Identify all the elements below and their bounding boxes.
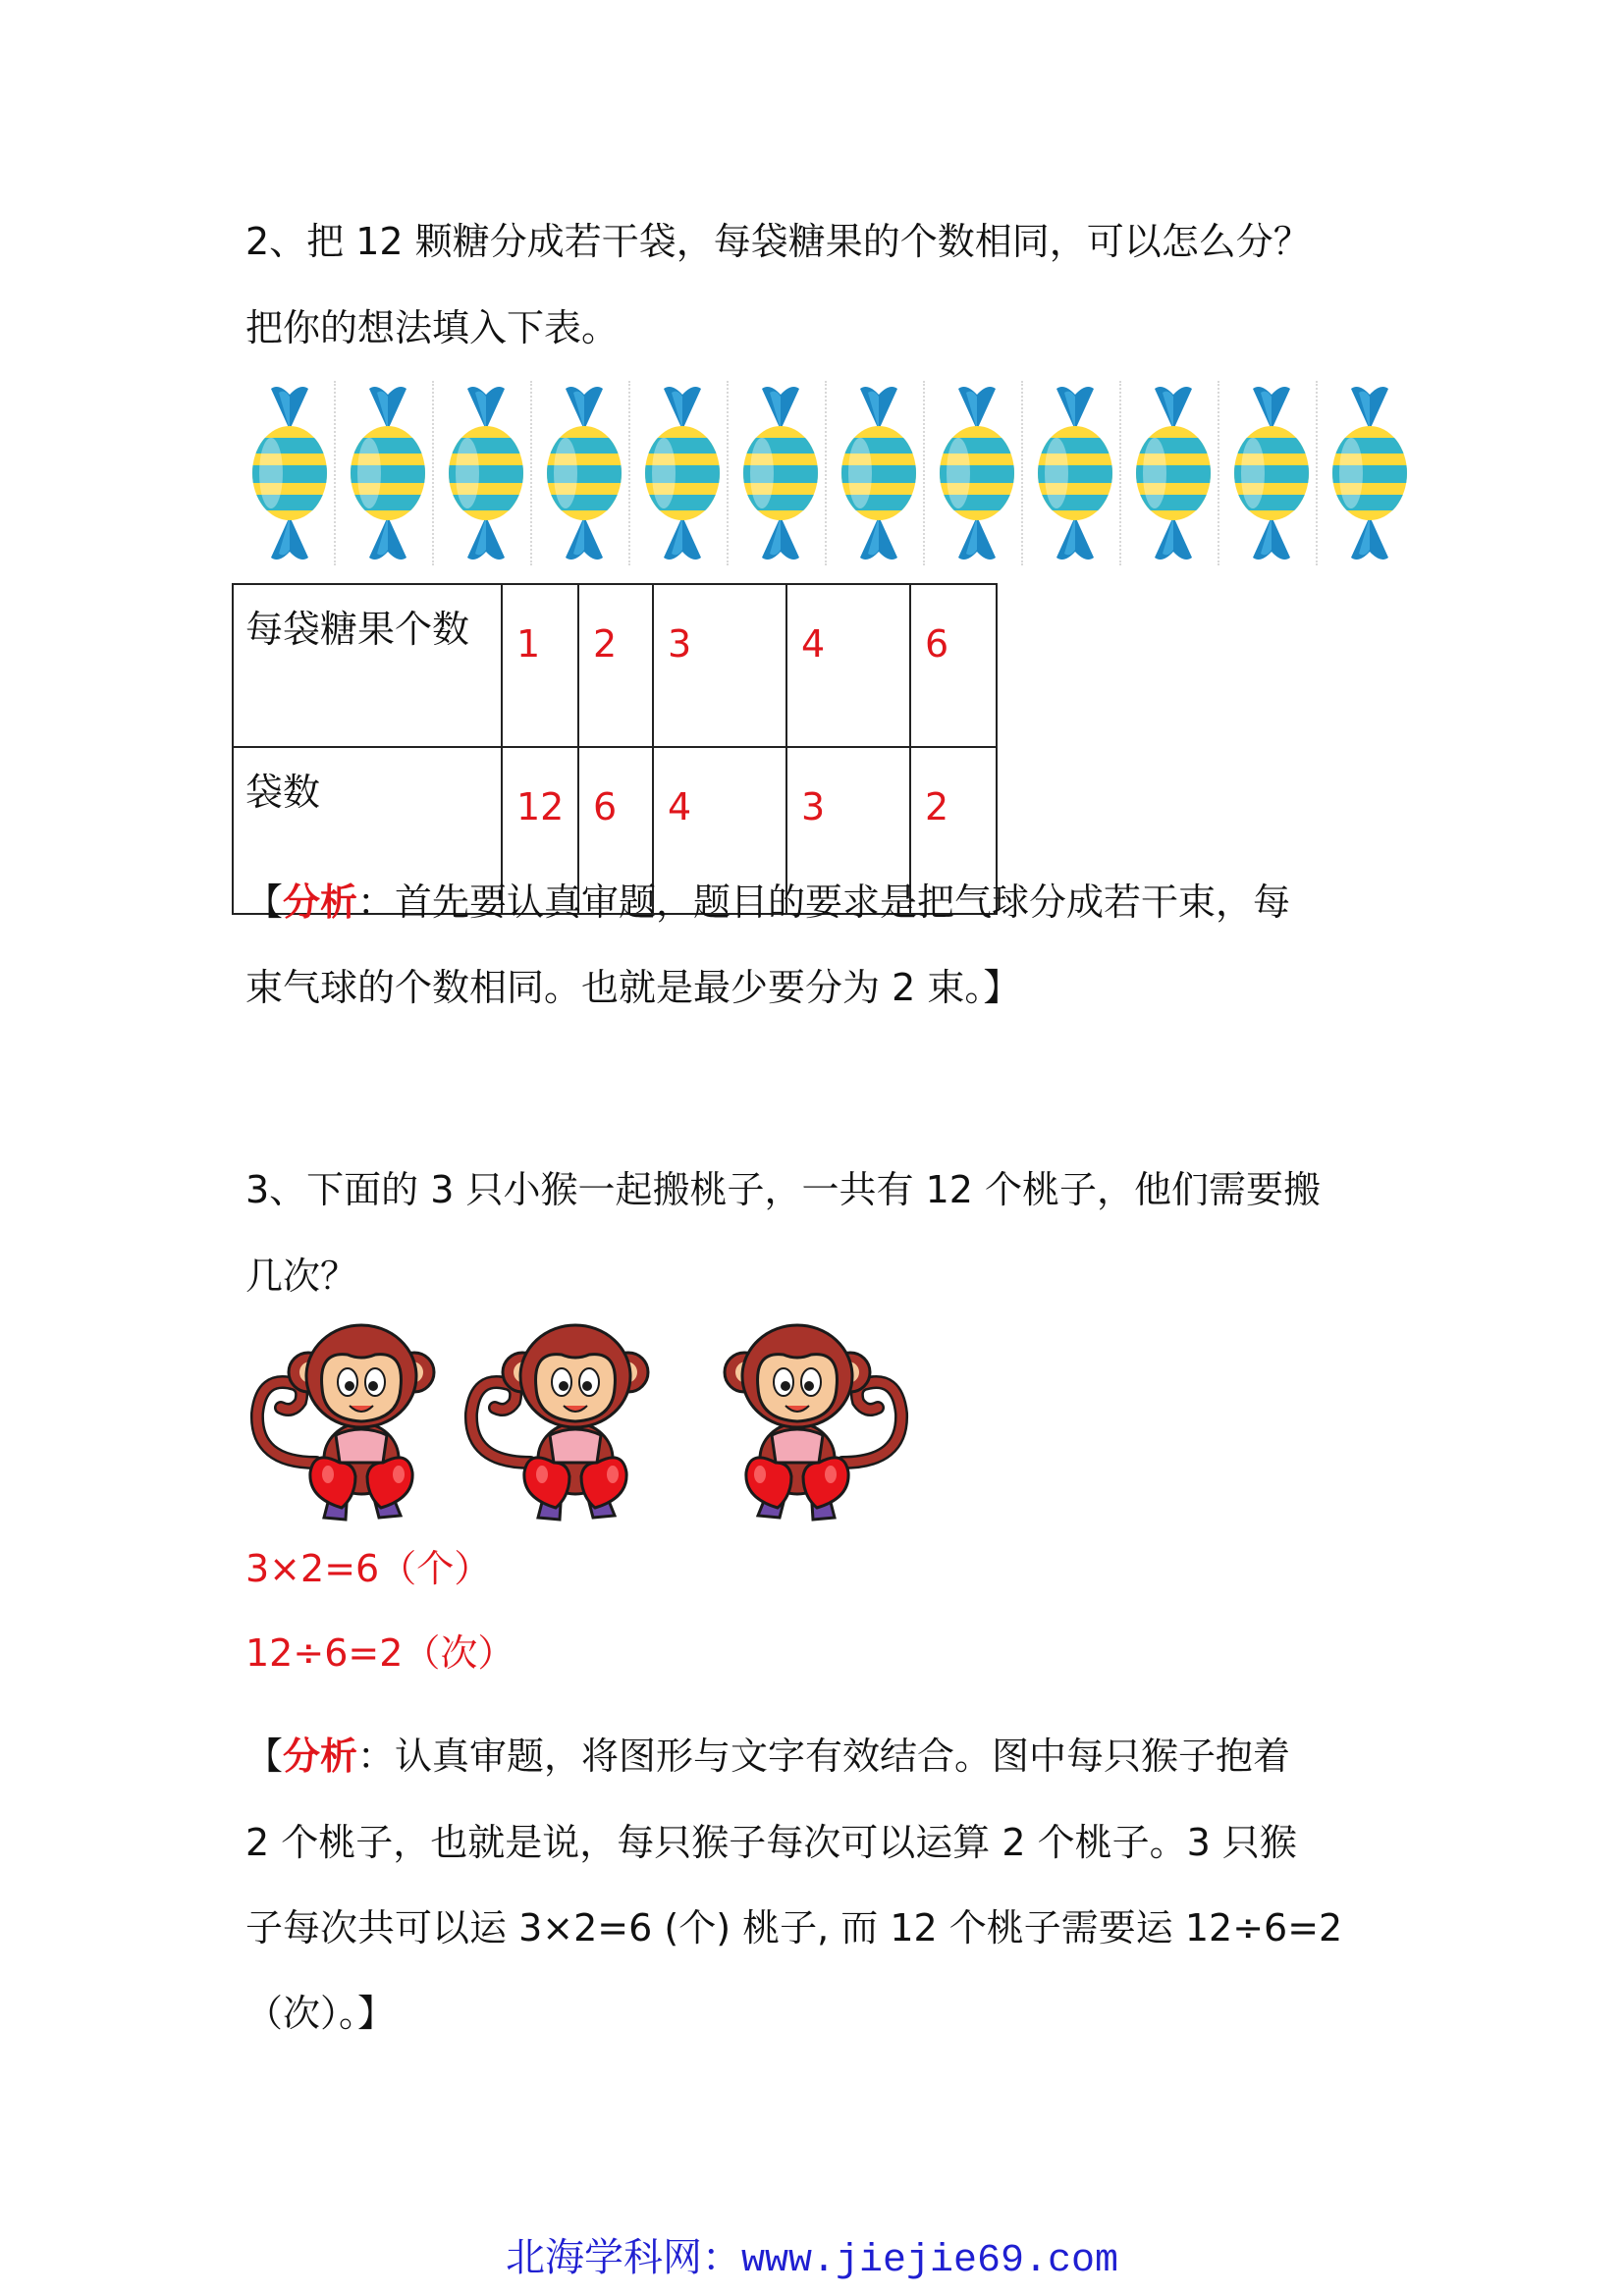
candy-icon — [444, 381, 532, 565]
analysis-2-line-1: 【分析：认真审题，将图形与文字有效结合。图中每只猴子抱着 — [245, 1735, 1291, 1778]
candy-icon — [1131, 381, 1219, 565]
candy-icon — [837, 381, 925, 565]
analysis-2-line-2: 2 个桃子，也就是说，每只猴子每次可以运算 2 个桃子。3 只猴 — [245, 1821, 1297, 1864]
candy-icon — [738, 381, 827, 565]
table-cell: 4 — [786, 584, 910, 747]
table-row-header: 袋数 — [233, 747, 502, 914]
monkey-icon — [707, 1315, 913, 1529]
table-row-header: 每袋糖果个数 — [233, 584, 502, 747]
candy-table — [232, 583, 998, 915]
analysis-1-line-2: 束气球的个数相同。也就是最少要分为 2 束。】 — [245, 966, 1021, 1009]
table-cell: 2 — [578, 584, 653, 747]
analysis-1-line-1: 【分析：首先要认真审题，题目的要求是把气球分成若干束，每 — [245, 881, 1291, 924]
candy-icon — [1327, 381, 1414, 565]
table-cell: 3 — [653, 584, 786, 747]
footer-watermark — [0, 2226, 1624, 2283]
answer-equation-1: 3×2=6（个） — [245, 1547, 492, 1590]
footer-site-name: 北海学科网： — [505, 2235, 741, 2280]
table-cell: 4 — [653, 747, 786, 914]
question-3-line-1: 3、下面的 3 只小猴一起搬桃子，一共有 12 个桃子，他们需要搬 — [245, 1168, 1322, 1211]
question-3-line-2: 几次？ — [245, 1255, 358, 1298]
table-cell: 1 — [502, 584, 578, 747]
analysis-2-line-4: （次）。】 — [245, 1992, 396, 2035]
candy-icon — [935, 381, 1023, 565]
candy-icon — [1033, 381, 1121, 565]
candy-icon — [640, 381, 729, 565]
monkey-icon — [460, 1315, 666, 1529]
candy-icon — [346, 381, 434, 565]
analysis-label: 分析 — [283, 881, 358, 924]
table-row — [233, 584, 997, 747]
answer-equation-2: 12÷6=2（次） — [245, 1631, 515, 1675]
question-2-line-2: 把你的想法填入下表。 — [245, 306, 620, 349]
candy-row — [247, 381, 1416, 565]
table-cell: 2 — [910, 747, 997, 914]
table-cell: 6 — [910, 584, 997, 747]
analysis-2-line-3: 子每次共可以运 3×2=6 (个) 桃子, 而 12 个桃子需要运 12÷6=2 — [245, 1906, 1343, 1949]
candy-icon — [247, 381, 336, 565]
question-2-line-1: 2、把 12 颗糖分成若干袋，每袋糖果的个数相同，可以怎么分？ — [245, 220, 1311, 263]
analysis-label: 分析 — [283, 1735, 358, 1778]
candy-icon — [542, 381, 630, 565]
monkeys-image — [245, 1315, 913, 1531]
table-cell: 12 — [502, 747, 578, 914]
footer-url[interactable]: www.jiejie69.com — [740, 2239, 1119, 2283]
candy-icon — [1229, 381, 1318, 565]
table-cell: 6 — [578, 747, 653, 914]
monkey-icon — [245, 1315, 452, 1529]
table-cell: 3 — [786, 747, 910, 914]
